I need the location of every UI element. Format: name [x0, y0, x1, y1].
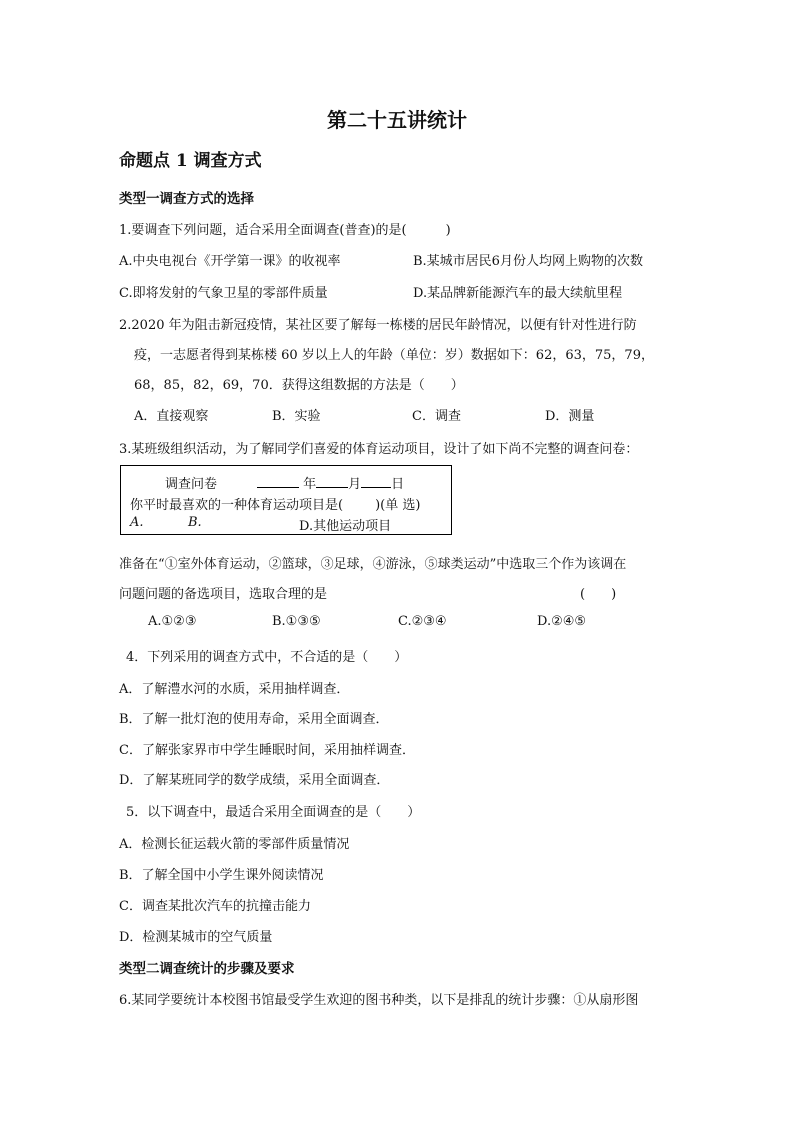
- q3-line-3: 问题问题的备选项目，选取合理的是: [119, 587, 328, 602]
- survey-title: 调查问卷: [165, 477, 218, 492]
- q3-line-2: 准备在“①室外体育运动，②篮球，③足球，④游泳，⑤球类运动”中选取三个作为该调在: [119, 557, 627, 572]
- q2-line-2: 疫，一志愿者得到某栋楼 60 岁以上人的年龄（单位：岁）数据如下：62，63，75，79，: [134, 348, 654, 363]
- month-blank: [316, 474, 348, 488]
- survey-option-b: B.: [188, 515, 202, 530]
- q1-stem: 1.要调查下列问题，适合采用全面调查(普查)的是( ): [119, 223, 451, 238]
- day-blank: [361, 474, 391, 488]
- q3-option-b: B.①③⑤: [272, 614, 321, 629]
- q5-option-d: D．检测某城市的空气质量: [119, 930, 273, 945]
- q1-option-d: D.某品牌新能源汽车的最大续航里程: [413, 286, 623, 301]
- q3-option-c: C.②③④: [398, 614, 447, 629]
- day-label: 日: [391, 477, 405, 492]
- q2-line-1: 2.2020 年为阻击新冠疫情，某社区要了解每一栋楼的居民年龄情况，以便有针对性进行防: [119, 318, 637, 333]
- type-heading-2: 类型二调查统计的步骤及要求: [119, 961, 295, 977]
- q4-option-c: C．了解张家界市中学生睡眠时间，采用抽样调查．: [119, 743, 415, 758]
- q2-option-b: B．实验: [272, 409, 321, 424]
- q1-option-a: A.中央电视台《开学第一课》的收视率: [119, 254, 341, 269]
- q2-option-a: A．直接观察: [134, 409, 209, 424]
- q4-option-a: A．了解澧水河的水质，采用抽样调查．: [119, 682, 350, 697]
- q3-option-a: A.①②③: [148, 614, 197, 629]
- q5-option-c: C．调查某批次汽车的抗撞击能力: [119, 899, 311, 914]
- survey-option-a: A.: [130, 515, 144, 530]
- section-heading: 命题点 1 调查方式: [119, 151, 262, 171]
- survey-question: 你平时最喜欢的一种体育运动项目是(: [130, 498, 344, 513]
- year-blank: [257, 474, 299, 488]
- q4-option-d: D．了解某班同学的数学成绩，采用全面调查．: [119, 773, 390, 788]
- survey-single-choice: )(单 选): [375, 498, 421, 513]
- q5-option-b: B．了解全国中小学生课外阅读情况: [119, 868, 324, 883]
- q2-option-d: D．测量: [545, 409, 595, 424]
- q3-stem: 3.某班级组织活动，为了解同学们喜爱的体育运动项目，设计了如下尚不完整的调查问卷：: [119, 442, 639, 457]
- survey-questionnaire-box: [120, 465, 452, 535]
- month-label: 月: [348, 477, 362, 492]
- q3-answer-paren: ( ): [580, 587, 617, 602]
- q4-stem: 4．下列采用的调查方式中，不合适的是（ ）: [126, 650, 408, 665]
- year-label: 年: [303, 477, 317, 492]
- page-title: 第二十五讲统计: [327, 108, 467, 132]
- q5-stem: 5．以下调查中，最适合采用全面调查的是（ ）: [126, 805, 421, 820]
- type-heading-1: 类型一调查方式的选择: [119, 191, 254, 207]
- survey-option-d: D.其他运动项目: [299, 519, 392, 534]
- q5-option-a: A．检测长征运载火箭的零部件质量情况: [119, 837, 350, 852]
- q1-option-b: B.某城市居民6月份人均网上购物的次数: [413, 254, 643, 269]
- q4-option-b: B．了解一批灯泡的使用寿命，采用全面调查．: [119, 712, 389, 727]
- q2-line-3: 68，85，82，69，70．获得这组数据的方法是（ ）: [134, 378, 464, 393]
- q3-option-d: D.②④⑤: [537, 614, 587, 629]
- q2-option-c: C．调查: [412, 409, 461, 424]
- q6-line-1: 6.某同学要统计本校图书馆最受学生欢迎的图书种类，以下是排乱的统计步骤：①从扇形图: [119, 993, 639, 1008]
- q1-option-c: C.即将发射的气象卫星的零部件质量: [119, 286, 328, 301]
- answer-space: [343, 496, 375, 509]
